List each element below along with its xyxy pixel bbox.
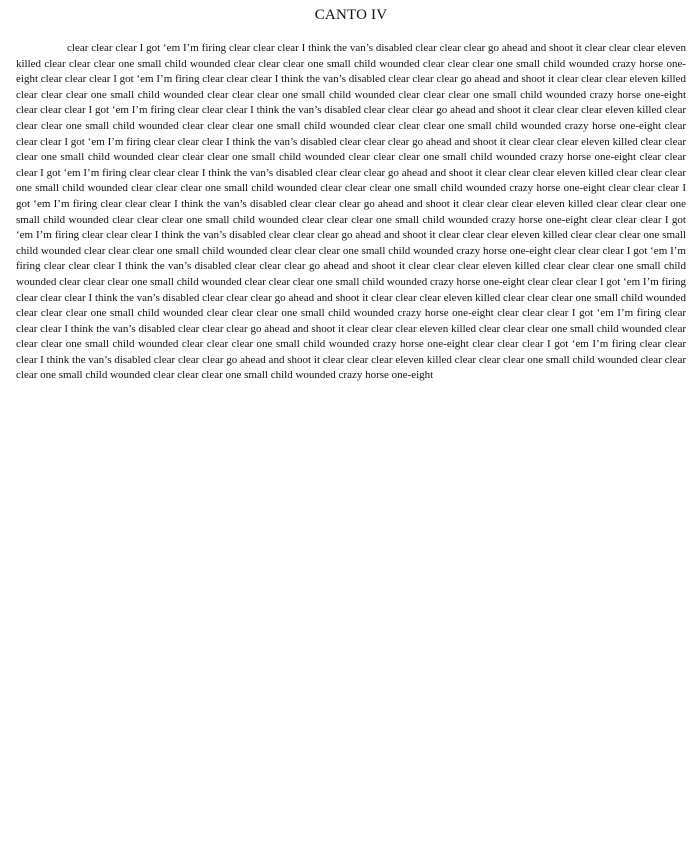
poem-body: clear clear clear I got ‘em I’m firing clear clear clear I think the van’s disabled clear clear clear go ahead and shoot it clear clear clear eleven killed clear clear clear one small child wounded clear clear clear one small child wounded clear clear clear one small child wounded crazy horse one-eight clear clear clear I got ‘em I’m firing clear clear clear I think the van’s disabled clear clear clear go ahead and shoot it clear clear clear eleven killed clear clear clear one small child wounded clear clear clear one small child wounded clear clear clear one small child wounded crazy horse one-eight clear clear clear I got ‘em I’m firing clear clear clear I think the van’s disabled clear clear clear go ahead and shoot it clear clear clear eleven killed clear clear clear one small child wounded clear clear clear one small child wounded clear clear clear one small child wounded crazy horse one-eight clear clear clear I got ‘em I’m firing clear clear clear I think the van’s disabled clear clear clear go ahead and shoot it clear clear clear eleven killed clear clear clear one small child wounded clear clear clear one small child wounded clear clear clear one small child wounded crazy horse one-eight clear clear clear I got ‘em I’m firing clear clear clear I think the van’s disabled clear clear clear go ahead and shoot it clear clear clear eleven killed clear clear clear one small child wounded clear clear clear one small child wounded clear clear clear one small child wounded crazy horse one-eight clear clear clear I got ‘em I’m firing clear clear clear I think the van’s disabled clear clear clear go ahead and shoot it clear clear clear eleven killed clear clear clear one small child wounded clear clear clear one small child wounded clear clear clear one small child wounded crazy horse one-eight clear clear clear I got ‘em I’m firing clear clear clear I think the van’s disabled clear clear clear go ahead and shoot it clear clear clear eleven killed clear clear clear one small child wounded clear clear clear one small child wounded clear clear clear one small child wounded crazy horse one-eight clear clear clear I got ‘em I’m firing clear clear clear I think the van’s disabled clear clear clear go ahead and shoot it clear clear clear eleven killed clear clear clear one small child wounded clear clear clear one small child wounded clear clear clear one small child wounded crazy horse one-eight clear clear clear I got ‘em I’m firing clear clear clear I think the van’s disabled clear clear clear go ahead and shoot it clear clear clear eleven killed clear clear clear one small child wounded clear clear clear one small child wounded clear clear clear one small child wounded crazy horse one-eight clear clear clear I got ‘em I’m firing clear clear clear I think the van’s disabled clear clear clear go ahead and shoot it clear clear clear eleven killed clear clear clear one small child wounded clear clear clear one small child wounded clear clear clear one small child wounded crazy horse one-eight clear clear clear I got ‘em I’m firing clear clear clear I think the van’s disabled clear clear clear go ahead and shoot it clear clear clear eleven killed clear clear clear one small child wounded clear clear clear one small child wounded clear clear clear one small child wounded crazy horse one-eight bbox=[16, 42, 686, 382]
document-page bbox=[16, 0, 686, 868]
page-title: CANTO IV bbox=[314, 7, 388, 23]
